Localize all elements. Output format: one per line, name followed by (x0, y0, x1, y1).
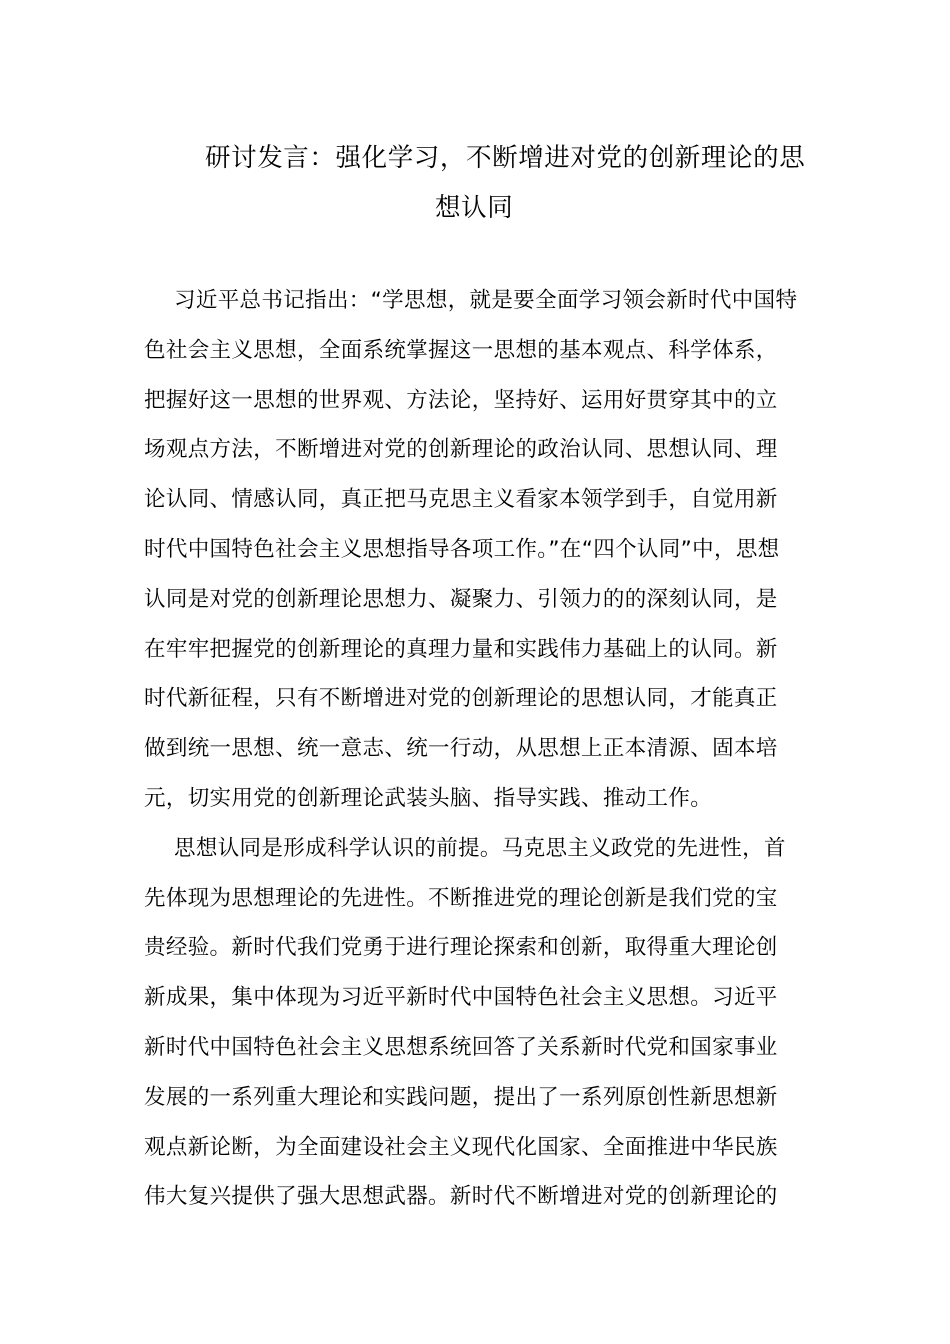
paragraph-line: 习近平总书记指出：“学思想，就是要全面学习领会新时代中国特 (174, 288, 798, 313)
document-title (205, 133, 805, 233)
title-line: 想认同 (435, 193, 514, 223)
paragraph-line: 场观点方法，不断增进对党的创新理论的政治认同、思想认同、理 (144, 437, 778, 463)
paragraph-line: 做到统一思想、统一意志、统一行动，从思想上正本清源、固本培 (144, 736, 778, 762)
paragraph-line: 伟大复兴提供了强大思想武器。新时代不断增进对党的创新理论的 (144, 1184, 778, 1210)
paragraph-line: 论认同、情感认同，真正把马克思主义看家本领学到手，自觉用新 (144, 487, 778, 513)
paragraph-line: 先体现为思想理论的先进性。不断推进党的理论创新是我们党的宝 (144, 885, 778, 911)
paragraph-line: 色社会主义思想，全面系统掌握这一思想的基本观点、科学体系， (144, 337, 778, 363)
paragraph-line: 发展的一系列重大理论和实践问题，提出了一系列原创性新思想新 (144, 1084, 778, 1110)
paragraph-line: 贵经验。新时代我们党勇于进行理论探索和创新，取得重大理论创 (144, 935, 778, 961)
paragraph-line: 新成果，集中体现为习近平新时代中国特色社会主义思想。习近平 (144, 985, 778, 1011)
paragraph-line: 观点新论断，为全面建设社会主义现代化国家、全面推进中华民族 (144, 1134, 778, 1160)
paragraph-line: 把握好这一思想的世界观、方法论，坚持好、运用好贯穿其中的立 (144, 387, 778, 413)
paragraph-line: 在牢牢把握党的创新理论的真理力量和实践伟力基础上的认同。新 (144, 636, 778, 662)
document-body (144, 276, 806, 1222)
paragraph-line: 认同是对党的创新理论思想力、凝聚力、引领力的的深刻认同，是 (144, 586, 778, 612)
paragraph-line: 新时代中国特色社会主义思想系统回答了关系新时代党和国家事业 (144, 1034, 778, 1060)
paragraph-2 (144, 824, 806, 1222)
paragraph-line: 时代新征程，只有不断增进对党的创新理论的思想认同，才能真正 (144, 686, 778, 712)
paragraph-line: 时代中国特色社会主义思想指导各项工作。”在“四个认同”中，思想 (144, 536, 780, 562)
paragraph-line: 思想认同是形成科学认识的前提。马克思主义政党的先进性，首 (174, 835, 786, 861)
paragraph-line: 元，切实用党的创新理论武装头脑、指导实践、推动工作。 (144, 785, 713, 811)
paragraph-1 (144, 276, 806, 824)
title-line: 研讨发言：强化学习，不断增进对党的创新理论的思 (205, 143, 806, 173)
